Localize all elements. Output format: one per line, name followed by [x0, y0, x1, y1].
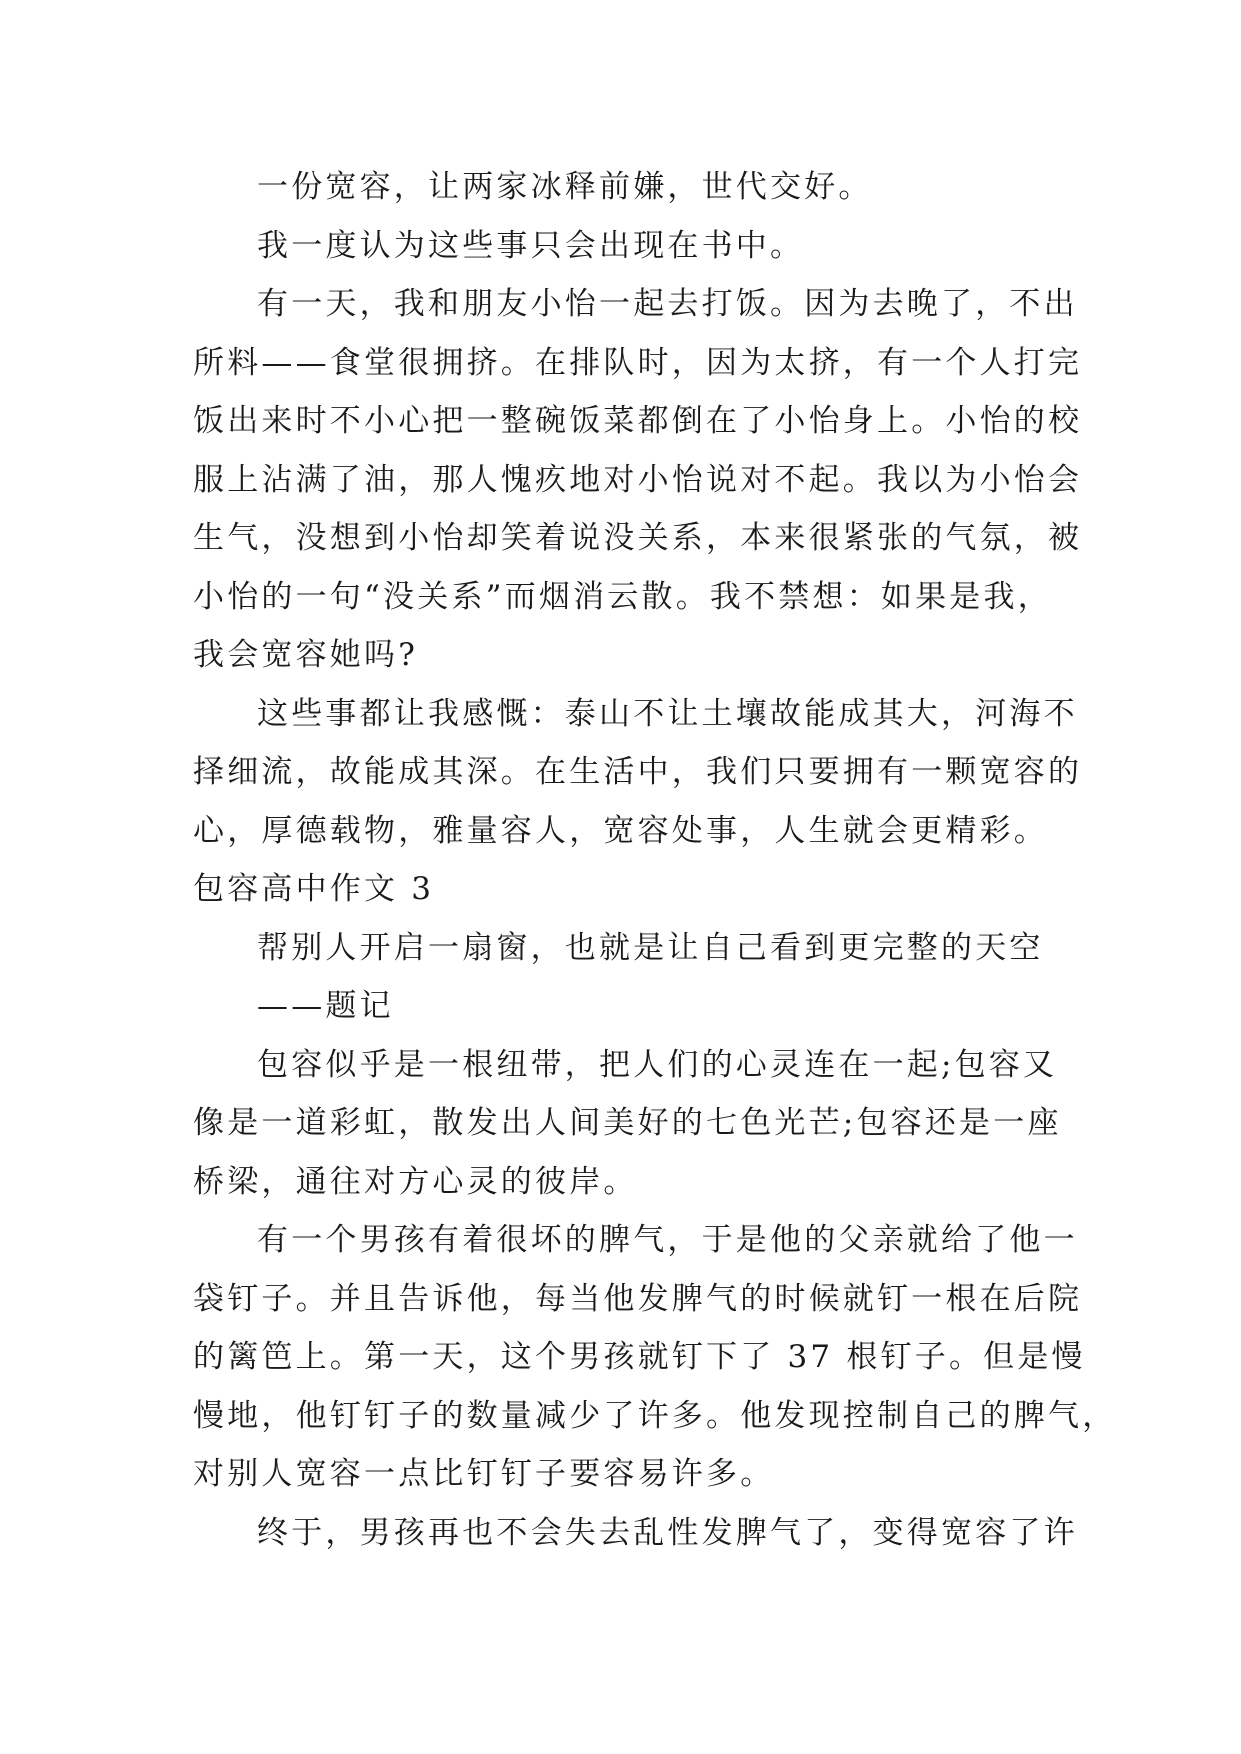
text-line: 包容似乎是一根纽带，把人们的心灵连在一起;包容又: [257, 1046, 1058, 1083]
text-line: 饭出来时不小心把一整碗饭菜都倒在了小怡身上。小怡的校: [193, 403, 1083, 439]
text-line: 终于，男孩再也不会失去乱性发脾气了，变得宽容了许: [257, 1514, 1078, 1551]
text-line: 小怡的一句“没关系”而烟消云散。我不禁想：如果是我，: [193, 578, 1052, 615]
section-heading: 包容高中作文 3: [193, 871, 435, 907]
text-line: 服上沾满了油，那人愧疚地对小怡说对不起。我以为小怡会: [193, 461, 1083, 498]
text-line: 我会宽容她吗?: [193, 637, 419, 673]
epigraph-attribution: ——题记: [257, 988, 394, 1024]
text-line: 心，厚德载物，雅量容人，宽容处事，人生就会更精彩。: [193, 812, 1048, 849]
text-line: 这些事都让我感慨：泰山不让土壤故能成其大，河海不: [257, 695, 1078, 732]
text-line: 有一个男孩有着很坏的脾气，于是他的父亲就给了他一: [257, 1222, 1078, 1258]
epigraph-line: 帮别人开启一扇窗，也就是让自己看到更完整的天空: [257, 929, 1044, 966]
text-line: 对别人宽容一点比钉钉子要容易许多。: [193, 1456, 775, 1492]
text-line: 所料——食堂很拥挤。在排队时，因为太挤，有一个人打完: [193, 344, 1083, 381]
text-line: 择细流，故能成其深。在生活中，我们只要拥有一颗宽容的: [193, 754, 1083, 790]
text-line: 生气，没想到小怡却笑着说没关系，本来很紧张的气氛，被: [193, 520, 1083, 556]
text-line: 慢地，他钉钉子的数量减少了许多。他发现控制自己的脾气，: [193, 1397, 1117, 1434]
text-line: 有一天，我和朋友小怡一起去打饭。因为去晚了，不出: [257, 286, 1078, 322]
text-line: 的篱笆上。第一天，这个男孩就钉下了 37 根钉子。但是慢: [193, 1339, 1086, 1375]
text-line: 像是一道彩虹，散发出人间美好的七色光芒;包容还是一座: [193, 1105, 1062, 1141]
text-line: 袋钉子。并且告诉他，每当他发脾气的时候就钉一根在后院: [193, 1280, 1083, 1317]
text-line: 我一度认为这些事只会出现在书中。: [257, 227, 805, 264]
document-page: [193, 158, 1117, 1562]
text-line: 桥梁，通往对方心灵的彼岸。: [193, 1163, 638, 1200]
text-line: 一份宽容，让两家冰释前嫌，世代交好。: [257, 169, 873, 205]
